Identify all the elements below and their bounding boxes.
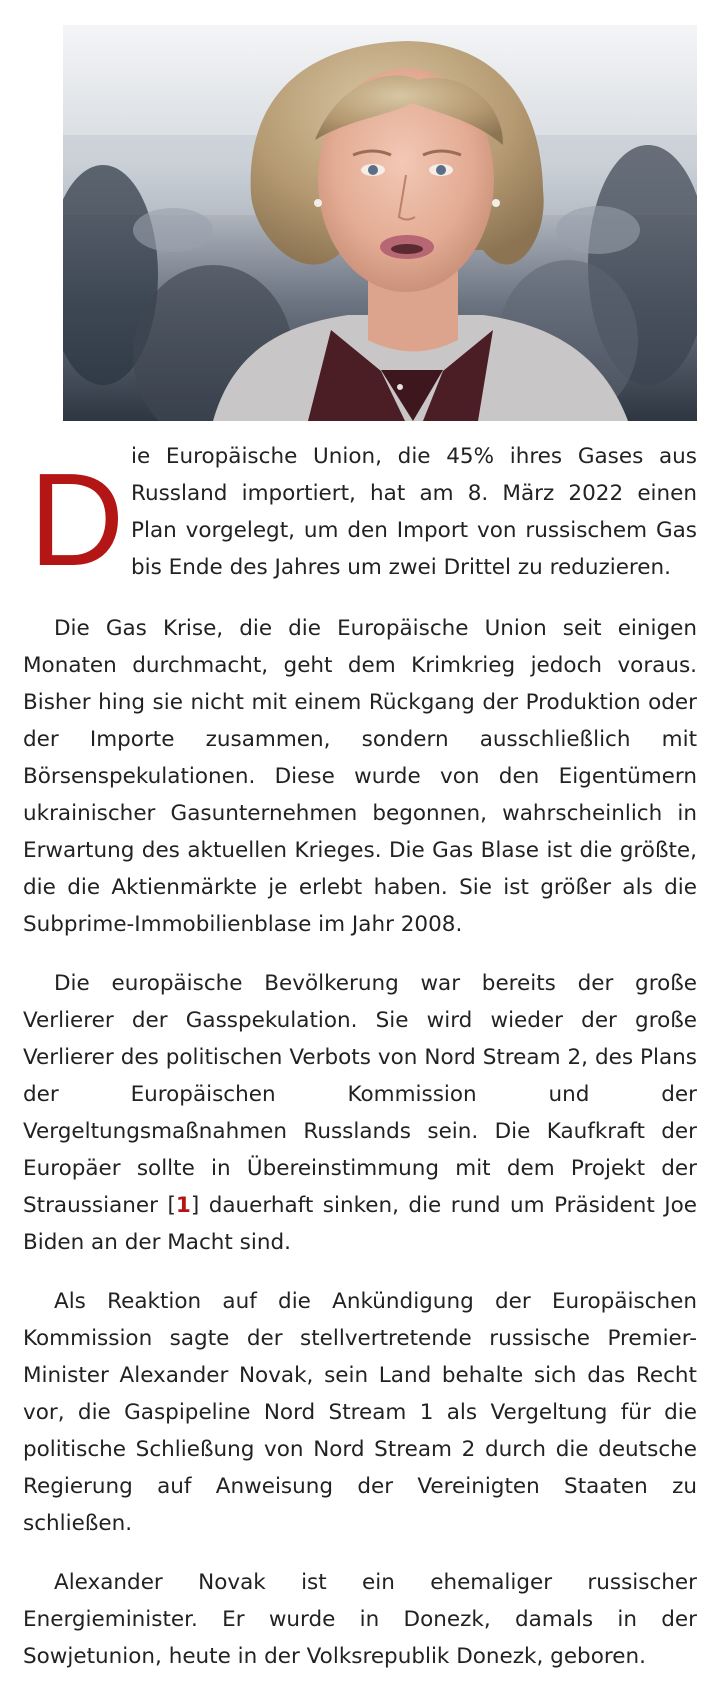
footnote-number: 1 bbox=[175, 1193, 191, 1218]
lead-text: ie Europäische Union, die 45% ihres Gases aus Russland importiert, hat am 8. März 2022 einen Plan vorgelegt, um den Import von russischem Gas bis Ende des Jahres um zwei Drittel zu reduzieren. bbox=[131, 444, 697, 580]
article-photo bbox=[63, 25, 697, 421]
article-body bbox=[23, 438, 697, 1697]
paragraph-novak-biography: Alexander Novak ist ein ehemaliger russischer Energieminister. Er wurde in Donezk, damals in der Sowjetunion, heute in der Volksrepublik Donezk, geboren. bbox=[23, 1570, 697, 1669]
footnote-bracket-close: ] bbox=[190, 1193, 200, 1218]
paragraph-gas-crisis: Die Gas Krise, die die Europäische Union seit einigen Monaten durchmacht, geht dem Krimkrieg jedoch voraus. Bisher hing sie nicht mit einem Rückgang der Produktion oder der Importe zusammen, sondern ausschließlich mit Börsenspekulationen. Diese wurde von den Eigentümern ukrainischer Gasunternehmen begonnen, wahrscheinlich in Erwartung des aktuellen Krieges. Die Gas Blase ist die größte, die die Aktienmärkte je erlebt haben. Sie ist größer als die Subprime-Immobilienblase im Jahr 2008. bbox=[23, 616, 697, 937]
footnote-reference-link[interactable] bbox=[167, 1193, 199, 1218]
paragraph-novak-reaction: Als Reaktion auf die Ankündigung der Europäischen Kommission sagte der stellvertretende russische Premier-Minister Alexander Novak, sein Land behalte sich das Recht vor, die Gaspipeline Nord Stream 1 als Vergeltung für die politische Schließung von Nord Stream 2 durch die deutsche Regierung auf Anweisung der Vereinigten Staaten zu schließen. bbox=[23, 1289, 697, 1536]
portrait-illustration bbox=[63, 25, 697, 421]
paragraph-text-before-reference: Die europäische Bevölkerung war bereits der große Verlierer der Gasspekulation. Sie wird wieder der große Verlierer des politischen Verbots von Nord Stream 2, des Plans der Europäischen Kommission und der Vergeltungsmaßnahmen Russlands sein. Die Kaufkraft der Europäer sollte in Übereinstimmung mit dem Projekt der Straussianer bbox=[23, 971, 697, 1218]
drop-cap-letter: D bbox=[29, 446, 125, 593]
paragraph-text-after-reference: dauerhaft sinken, die rund um Präsident Joe Biden an der Macht sind. bbox=[23, 1193, 697, 1255]
lead-paragraph bbox=[23, 438, 697, 593]
footnote-bracket-open: [ bbox=[167, 1193, 176, 1218]
paragraph-european-population bbox=[23, 965, 697, 1261]
